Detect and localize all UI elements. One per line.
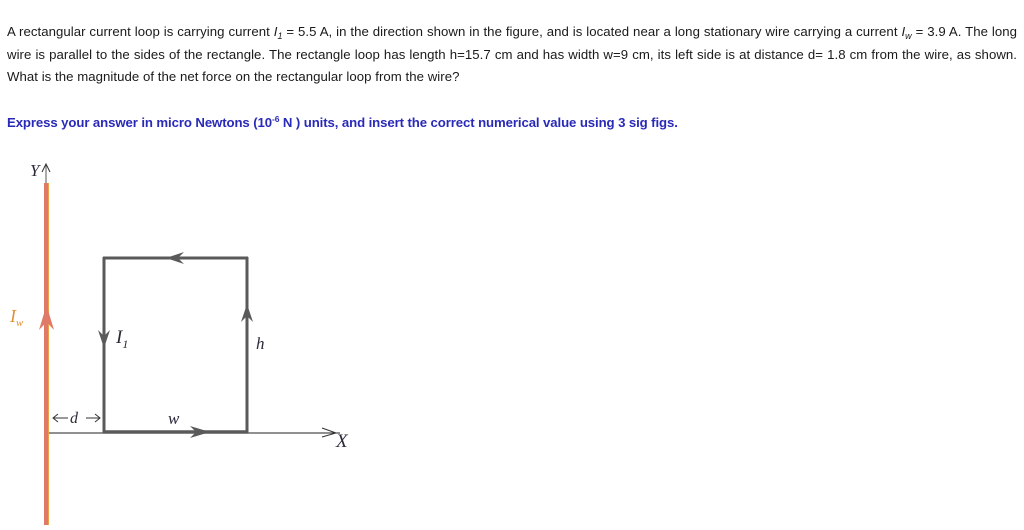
problem-text-part-2: = 5.5 A, in the direction shown in the figure, and is located near a long stationary wire carrying a current: [282, 24, 902, 39]
height-label: h: [256, 334, 265, 353]
x-axis-label: X: [336, 431, 348, 452]
problem-text-part-3: = 3.9 A. The long wire is parallel to the sides of the rectangle. The rectangle loop has length h=15.7 cm and has width w=9 cm, its left side is at distance d= 1.8 cm from the wire, as shown. What is the magnitude of the net force on the rectangular loop from the wire?: [7, 24, 1018, 84]
loop-current-symbol: $I_1$: [273, 24, 283, 41]
loop-current-label: $I_1$: [116, 327, 129, 351]
physics-figure: [0, 150, 400, 530]
problem-statement: [7, 21, 1017, 89]
answer-instruction: Express your answer in micro Newtons ($10^{-6}$ N ) units, and insert the correct numerical value using 3 sig figs.: [7, 114, 678, 130]
width-label: w: [168, 409, 180, 428]
wire-current-label: $I_w$: [10, 306, 24, 329]
distance-label: d: [70, 410, 78, 427]
y-axis-label: Y: [30, 161, 40, 180]
problem-text-part-1: A rectangular current loop is carrying current: [7, 24, 274, 39]
distance-indicator: [53, 410, 100, 427]
wire-current-symbol: $I_w$: [901, 24, 912, 41]
exponent: -6: [271, 114, 280, 124]
